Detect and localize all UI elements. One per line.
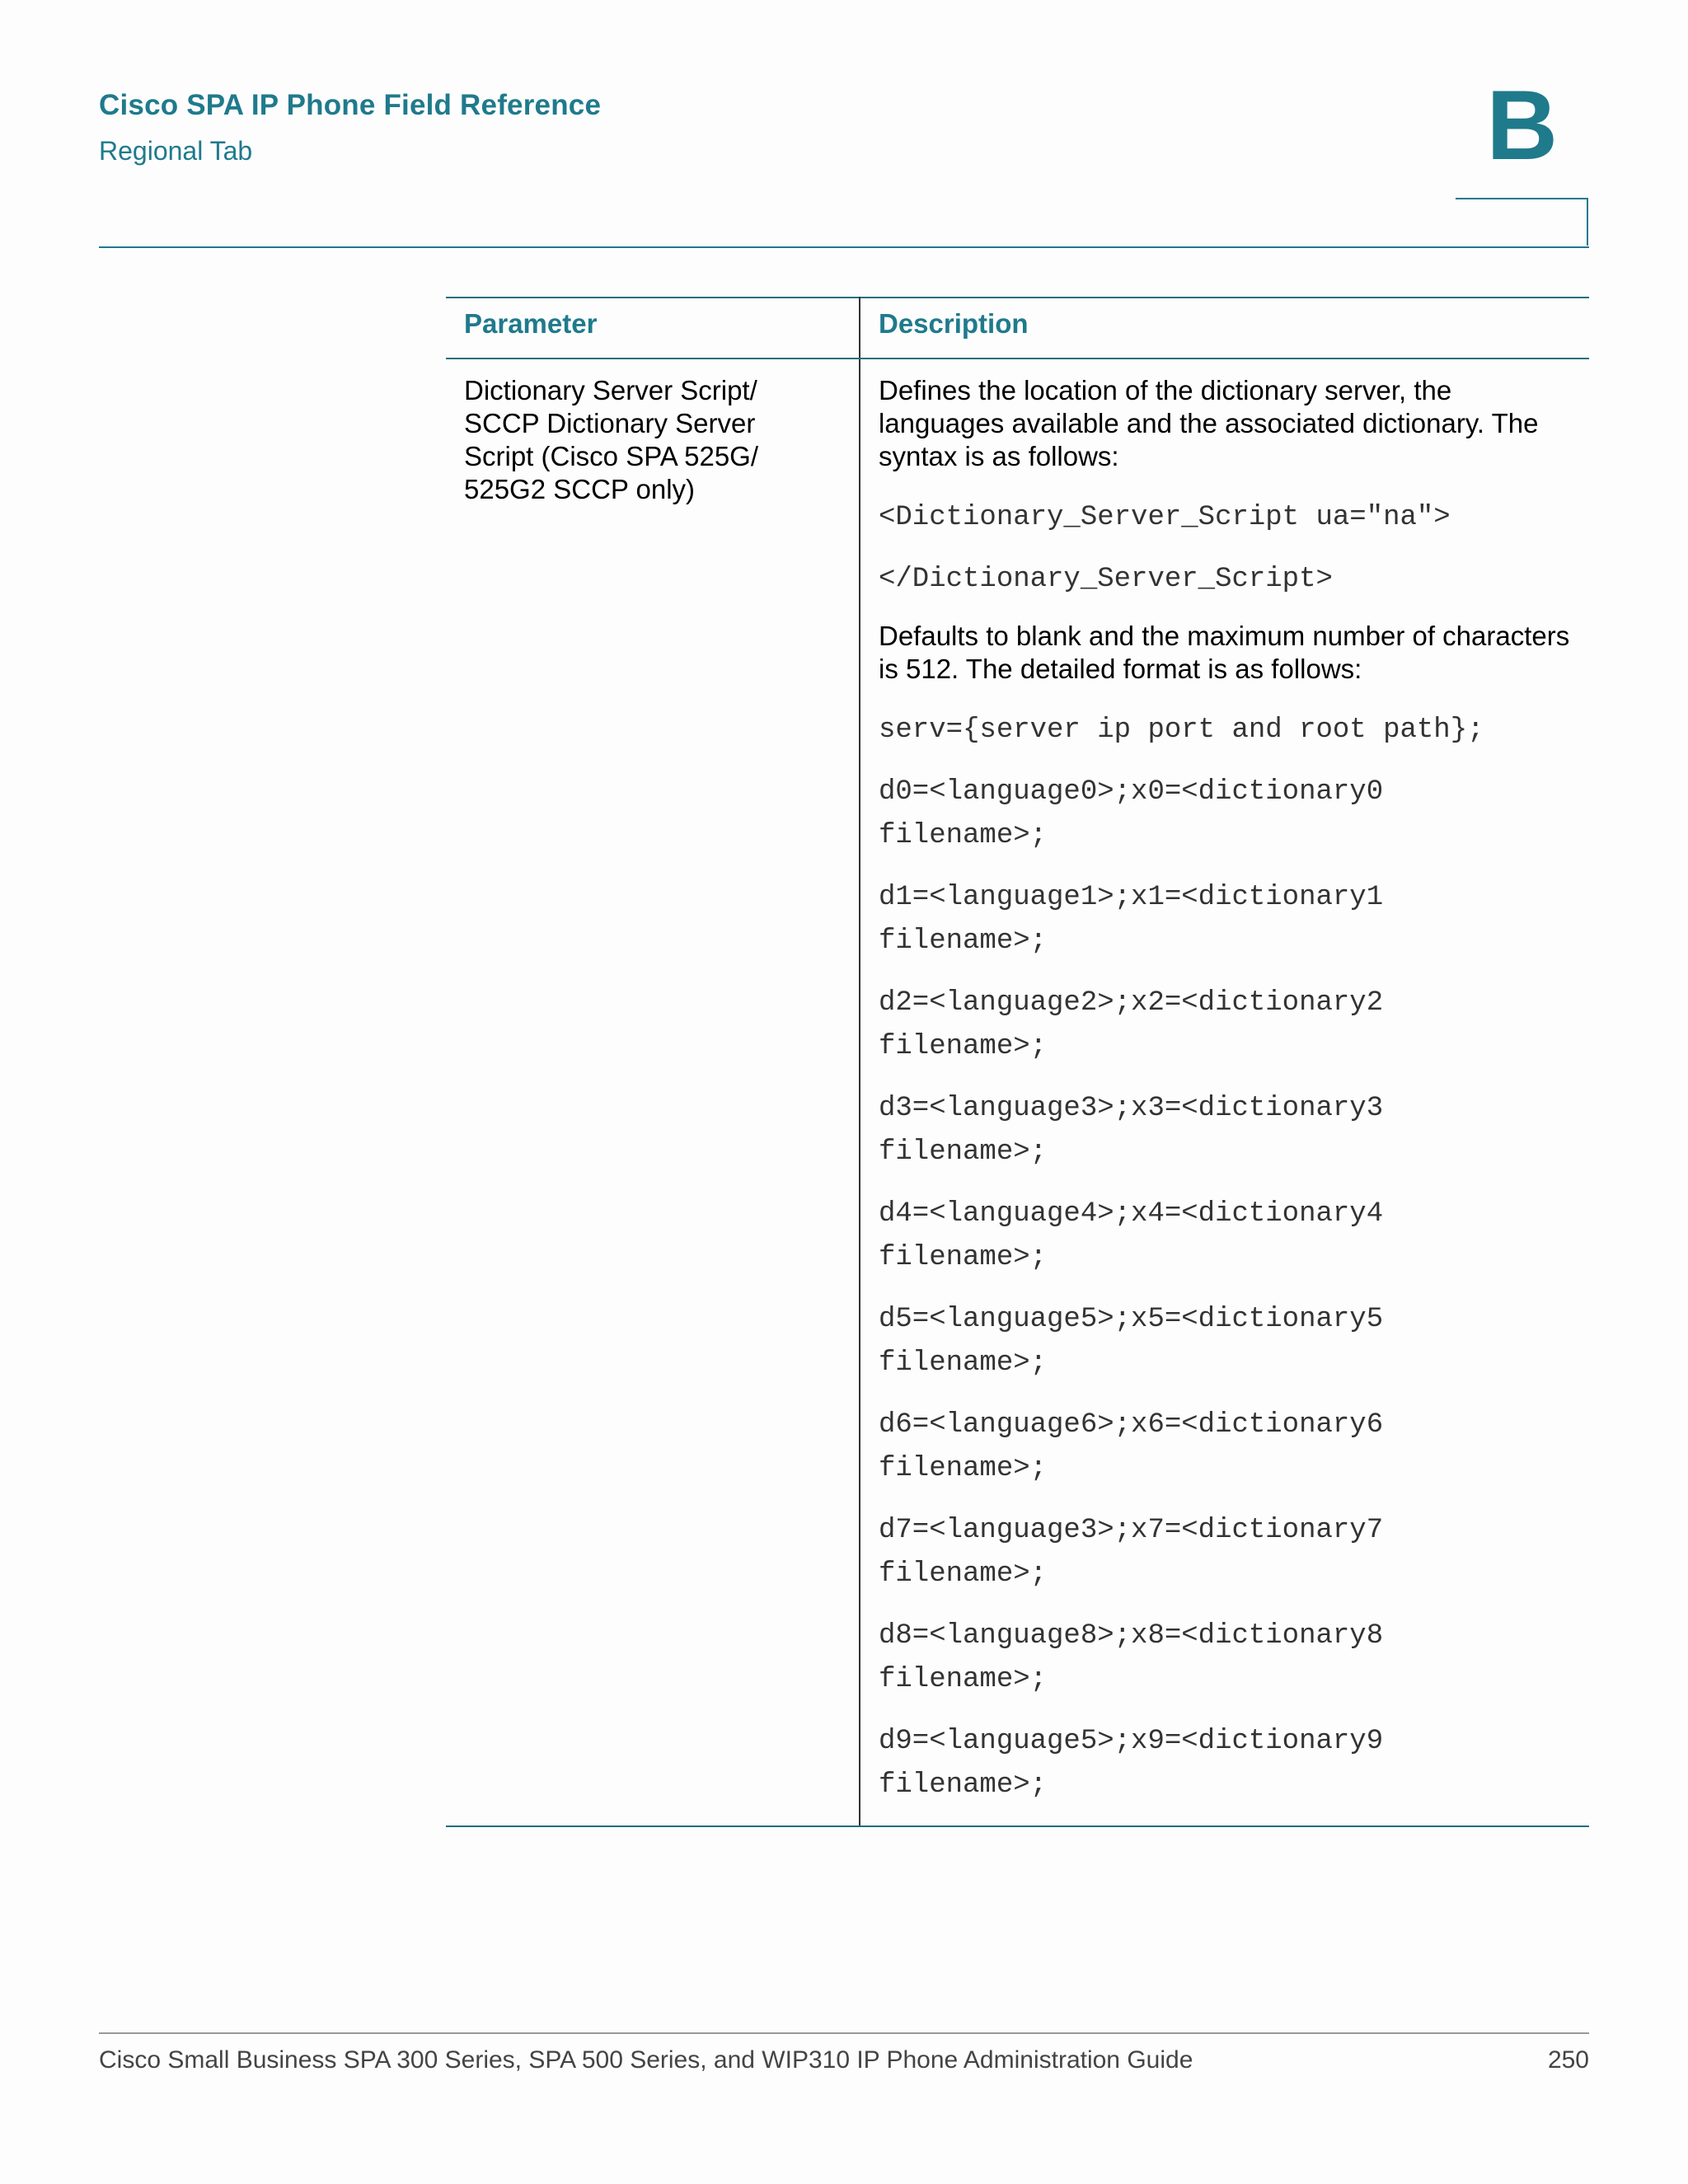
dictionary-entry: [879, 982, 1573, 1069]
entry-line-1: d6=<language6>;x6=<dictionary6: [879, 1409, 1384, 1441]
entry-line-1: d7=<language3>;x7=<dictionary7: [879, 1515, 1384, 1546]
dictionary-entry: [879, 1404, 1573, 1491]
dictionary-entry: [879, 1720, 1573, 1807]
footer-guide-title: Cisco Small Business SPA 300 Series, SPA 500 Series, and WIP310 IP Phone Administration Guide: [99, 2046, 1193, 2074]
chapter-title: Cisco SPA IP Phone Field Reference: [99, 89, 602, 121]
entry-line-2: filename>;: [879, 1453, 1048, 1484]
parameter-table: [446, 297, 1589, 1827]
description-cell: [860, 359, 1589, 1826]
table-row: [446, 359, 1589, 1826]
parameter-cell: [446, 359, 860, 1826]
serv-syntax-line: serv={server ip port and root path};: [879, 715, 1484, 746]
parameter-line: Dictionary Server Script/: [464, 375, 757, 405]
entry-line-2: filename>;: [879, 1137, 1048, 1168]
entry-line-1: d4=<language4>;x4=<dictionary4: [879, 1198, 1384, 1230]
syntax-close-tag: </Dictionary_Server_Script>: [879, 564, 1333, 595]
header-divider: [99, 246, 1589, 248]
entry-line-2: filename>;: [879, 1664, 1048, 1695]
dictionary-entry: [879, 876, 1573, 963]
syntax-open-tag: <Dictionary_Server_Script ua="na">: [879, 502, 1451, 533]
column-header-description: Description: [860, 298, 1589, 359]
dictionary-entry: [879, 1193, 1573, 1280]
appendix-letter: B: [1486, 70, 1558, 180]
entry-line-2: filename>;: [879, 1558, 1048, 1590]
dictionary-entry: [879, 771, 1573, 858]
parameter-line: 525G2 SCCP only): [464, 474, 696, 504]
entry-line-2: filename>;: [879, 926, 1048, 957]
entry-line-1: d2=<language2>;x2=<dictionary2: [879, 987, 1384, 1019]
dictionary-entry: [879, 1509, 1573, 1596]
dictionary-entry: [879, 1087, 1573, 1174]
description-intro: Defines the location of the dictionary server, the languages available and the associated dictionary. The syntax is as follows:: [879, 375, 1539, 471]
entry-line-1: d0=<language0>;x0=<dictionary0: [879, 776, 1384, 808]
parameter-line: Script (Cisco SPA 525G/: [464, 441, 759, 471]
column-header-parameter: Parameter: [446, 298, 860, 359]
dictionary-entry: [879, 1298, 1573, 1385]
section-subtitle: Regional Tab: [99, 136, 253, 166]
dictionary-entry: [879, 1615, 1573, 1702]
appendix-tab-box: [1456, 198, 1588, 246]
entry-line-1: d1=<language1>;x1=<dictionary1: [879, 882, 1384, 913]
entry-line-2: filename>;: [879, 1242, 1048, 1273]
entry-line-1: d8=<language8>;x8=<dictionary8: [879, 1620, 1384, 1652]
table-header-row: [446, 298, 1589, 359]
entry-line-2: filename>;: [879, 1347, 1048, 1379]
entry-line-2: filename>;: [879, 820, 1048, 851]
entry-line-1: d5=<language5>;x5=<dictionary5: [879, 1304, 1384, 1335]
entry-line-1: d3=<language3>;x3=<dictionary3: [879, 1093, 1384, 1124]
footer-divider: [99, 2032, 1589, 2034]
description-defaults: Defaults to blank and the maximum number of characters is 512. The detailed format is as follows:: [879, 621, 1570, 684]
entry-line-1: d9=<language5>;x9=<dictionary9: [879, 1726, 1384, 1757]
entry-line-2: filename>;: [879, 1769, 1048, 1801]
parameter-line: SCCP Dictionary Server: [464, 408, 756, 438]
page-number: 250: [1547, 2046, 1589, 2074]
entry-line-2: filename>;: [879, 1031, 1048, 1062]
